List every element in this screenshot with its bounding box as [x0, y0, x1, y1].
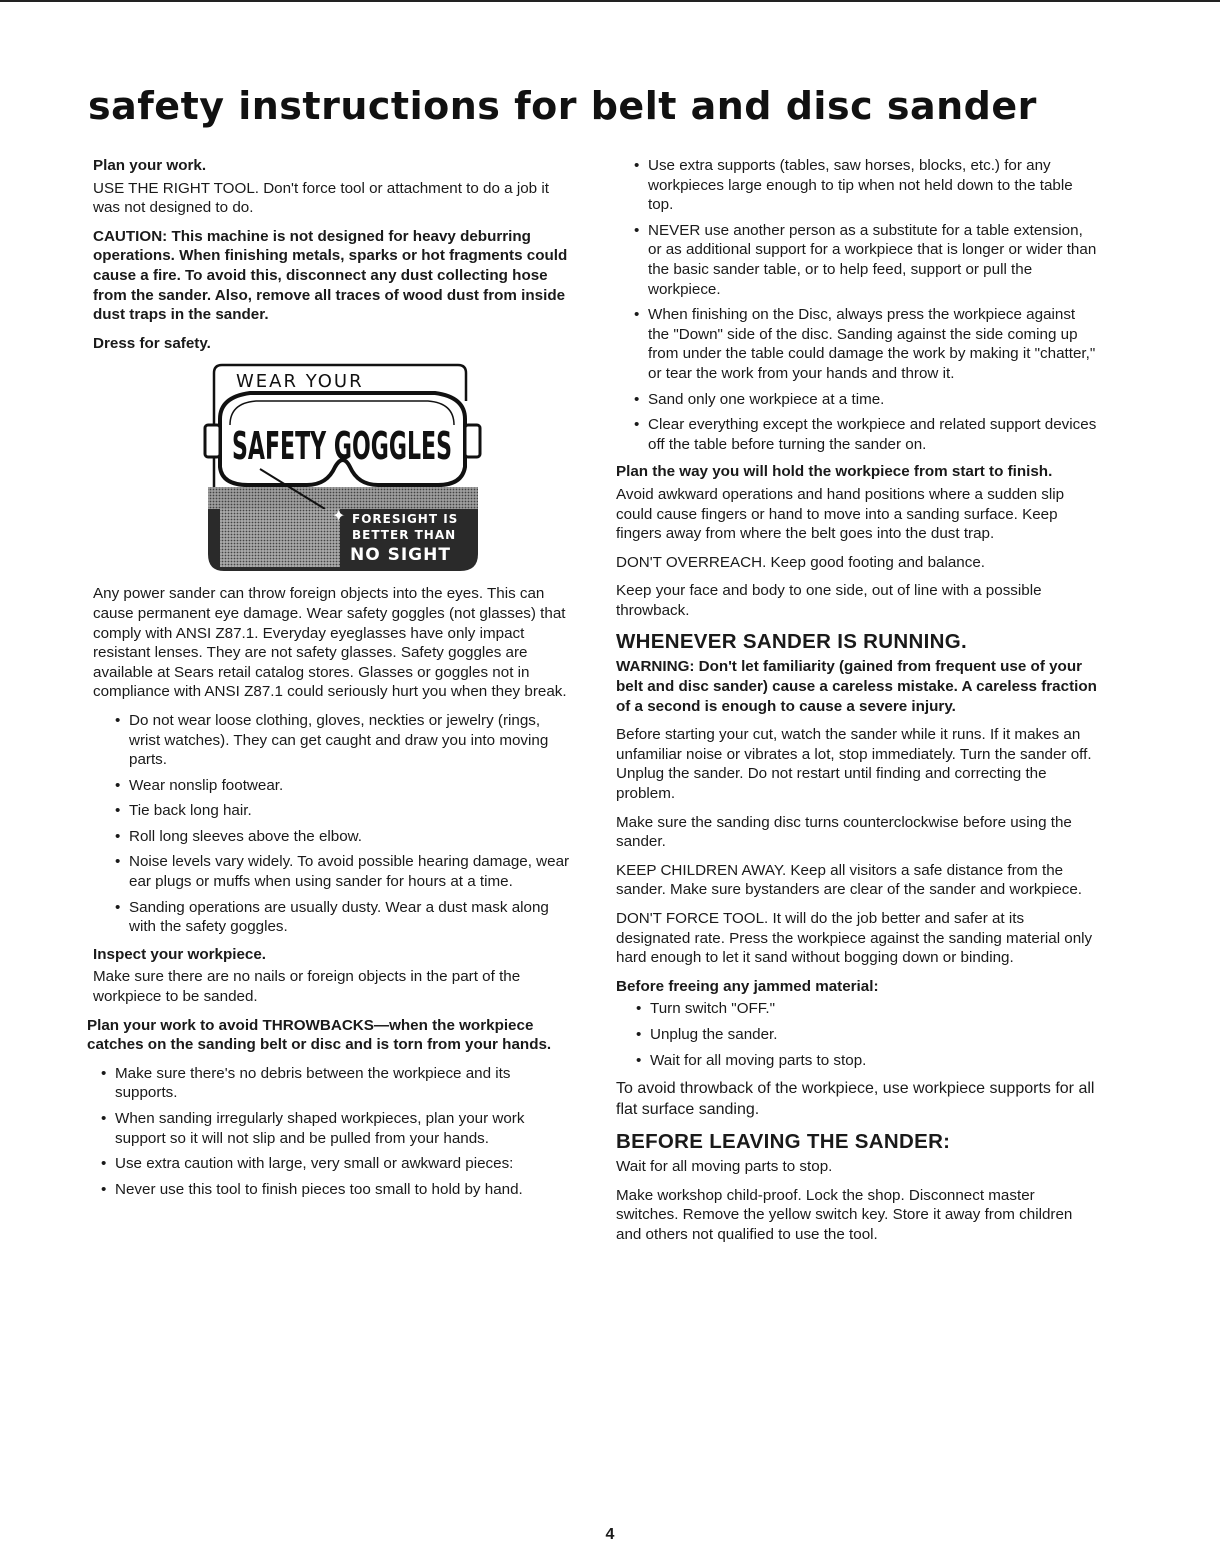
warning-text: WARNING: Don't let familiarity (gained from frequent use of your belt and disc sander) cause a careless mistake. A careless fraction of a second is enough to cause a severe injury.: [616, 658, 1097, 715]
page-number: 4: [605, 1526, 615, 1543]
throwback-heading: Plan your work to avoid THROWBACKS—when the workpiece catches on the sanding belt or disc and is torn from your hands.: [87, 1016, 552, 1054]
list-item: • Unplug the sander.: [636, 1025, 1098, 1045]
list-item: • Roll long sleeves above the elbow.: [115, 827, 573, 847]
hold-text: Avoid awkward operations and hand positions where a sudden slip could cause fingers or hand to move into a sanding surface. Keep fingers away from where the belt goes into the dust trap.: [616, 485, 1065, 543]
overreach-text: DON'T OVERREACH. Keep good footing and balance.: [616, 553, 986, 571]
list-item: • When finishing on the Disc, always press the workpiece against the "Down" side of the disc. Sanding against the side coming up from under the table could damage the work by making it "chatter," or tear the work from your hands and throw it.: [634, 305, 1098, 383]
goggles-wear-your: WEAR YOUR: [236, 371, 364, 393]
plan-work-heading: Plan your work.: [93, 157, 207, 174]
list-item: • Make sure there's no debris between the workpiece and its supports.: [101, 1064, 573, 1103]
throwback-bullet-list: [93, 1064, 573, 1200]
list-item: • Use extra caution with large, very small or awkward pieces:: [101, 1154, 573, 1174]
star-icon: ✦: [332, 506, 346, 526]
list-item: • NEVER use another person as a substitute for a table extension, or as additional support for a workpiece that is longer or wider than the basic sander table, or to help feed, support or pull the workpiece.: [634, 221, 1098, 299]
goggles-foresight-line3: NO SIGHT: [350, 545, 451, 566]
list-item: • Use extra supports (tables, saw horses, blocks, etc.) for any workpieces large enough to tip when not held down to the table top.: [634, 156, 1098, 215]
before-cut-text: Before starting your cut, watch the sander while it runs. If it makes an unfamiliar noise or vibrates a lot, stop immediately. Turn the sander off. Unplug the sander. Do not restart until finding and correcting the problem.: [616, 726, 1092, 803]
goggles-safety-goggles: SAFETY GOGGLES: [232, 424, 452, 469]
force-text: DON'T FORCE TOOL. It will do the job better and safer at its designated rate. Press the workpiece against the sanding material only hard enough to let it sand without bogging down or binding.: [616, 910, 1093, 967]
running-heading: WHENEVER SANDER IS RUNNING.: [616, 630, 967, 654]
hold-heading: Plan the way you will hold the workpiece from start to finish.: [616, 463, 1053, 481]
goggles-foresight-line2: BETTER THAN: [352, 528, 457, 543]
jammed-heading: Before freeing any jammed material:: [616, 977, 879, 995]
caution-text: CAUTION: This machine is not designed for heavy deburring operations. When finishing metals, sparks or hot fragments could cause a fire. To avoid this, disconnect any dust collecting hose from the sander. Also, remove all traces of wood dust from inside dust traps in the sander.: [93, 227, 568, 324]
list-item: • Clear everything except the workpiece and related support devices off the table before turning the sander on.: [634, 415, 1098, 454]
plan-work-text: USE THE RIGHT TOOL. Don't force tool or attachment to do a job it was not designed to do.: [93, 179, 549, 217]
list-item: • Tie back long hair.: [115, 801, 573, 821]
wait-text: Wait for all moving parts to stop.: [616, 1158, 833, 1176]
list-item: • Do not wear loose clothing, gloves, neckties or jewelry (rings, wrist watches). They can get caught and draw you into moving parts.: [115, 711, 573, 770]
support-bullet-list: [626, 156, 1098, 454]
inspect-heading: Inspect your workpiece.: [93, 945, 267, 963]
list-item: • Wear nonslip footwear.: [115, 776, 573, 796]
safety-goggles-illustration: [200, 359, 485, 576]
face-text: Keep your face and body to one side, out of line with a possible throwback.: [616, 582, 1042, 619]
leaving-heading: BEFORE LEAVING THE SANDER:: [616, 1130, 951, 1154]
disc-turns-text: Make sure the sanding disc turns counterclockwise before using the sander.: [616, 813, 1072, 851]
list-item: • Noise levels vary widely. To avoid possible hearing damage, wear ear plugs or muffs when using sander for hours at a time.: [115, 852, 573, 891]
childproof-text: Make workshop child-proof. Lock the shop. Disconnect master switches. Remove the yellow switch key. Store it away from children and others not qualified to use the tool.: [616, 1186, 1073, 1243]
list-item: • Sanding operations are usually dusty. Wear a dust mask along with the safety goggles.: [115, 898, 573, 937]
page-title: safety instructions for belt and disc sander: [88, 84, 1037, 128]
left-column: [87, 156, 573, 1207]
eyes-text: Any power sander can throw foreign objects into the eyes. This can cause permanent eye damage. Wear safety goggles (not glasses) that comply with ANSI Z87.1. Everyday eyeglasses have only impact resistant lenses. They are not safety glasses. Safety goggles are available at Sears retail catalog stores. Glasses or goggles not in compliance with ANSI Z87.1 could seriously hurt you when they break.: [93, 585, 567, 701]
list-item: • Never use this tool to finish pieces too small to hold by hand.: [101, 1180, 573, 1200]
top-rule: [0, 0, 1220, 2]
jammed-bullet-list: [628, 999, 1098, 1070]
supports-text: To avoid throwback of the workpiece, use workpiece supports for all flat surface sanding.: [616, 1080, 1095, 1119]
right-column: [616, 156, 1098, 1254]
list-item: • When sanding irregularly shaped workpieces, plan your work support so it will not slip and be pulled from your hands.: [101, 1109, 573, 1148]
goggles-foresight-line1: FORESIGHT IS: [352, 512, 459, 527]
dress-bullet-list: [93, 711, 573, 937]
list-item: • Wait for all moving parts to stop.: [636, 1051, 1098, 1071]
inspect-text: Make sure there are no nails or foreign objects in the part of the workpiece to be sanded.: [93, 968, 521, 1006]
list-item: • Turn switch "OFF.": [636, 999, 1098, 1019]
list-item: • Sand only one workpiece at a time.: [634, 390, 1098, 410]
children-text: KEEP CHILDREN AWAY. Keep all visitors a safe distance from the sander. Make sure bystanders are clear of the sander and workpiece.: [616, 861, 1083, 899]
dress-heading: Dress for safety.: [93, 334, 211, 352]
